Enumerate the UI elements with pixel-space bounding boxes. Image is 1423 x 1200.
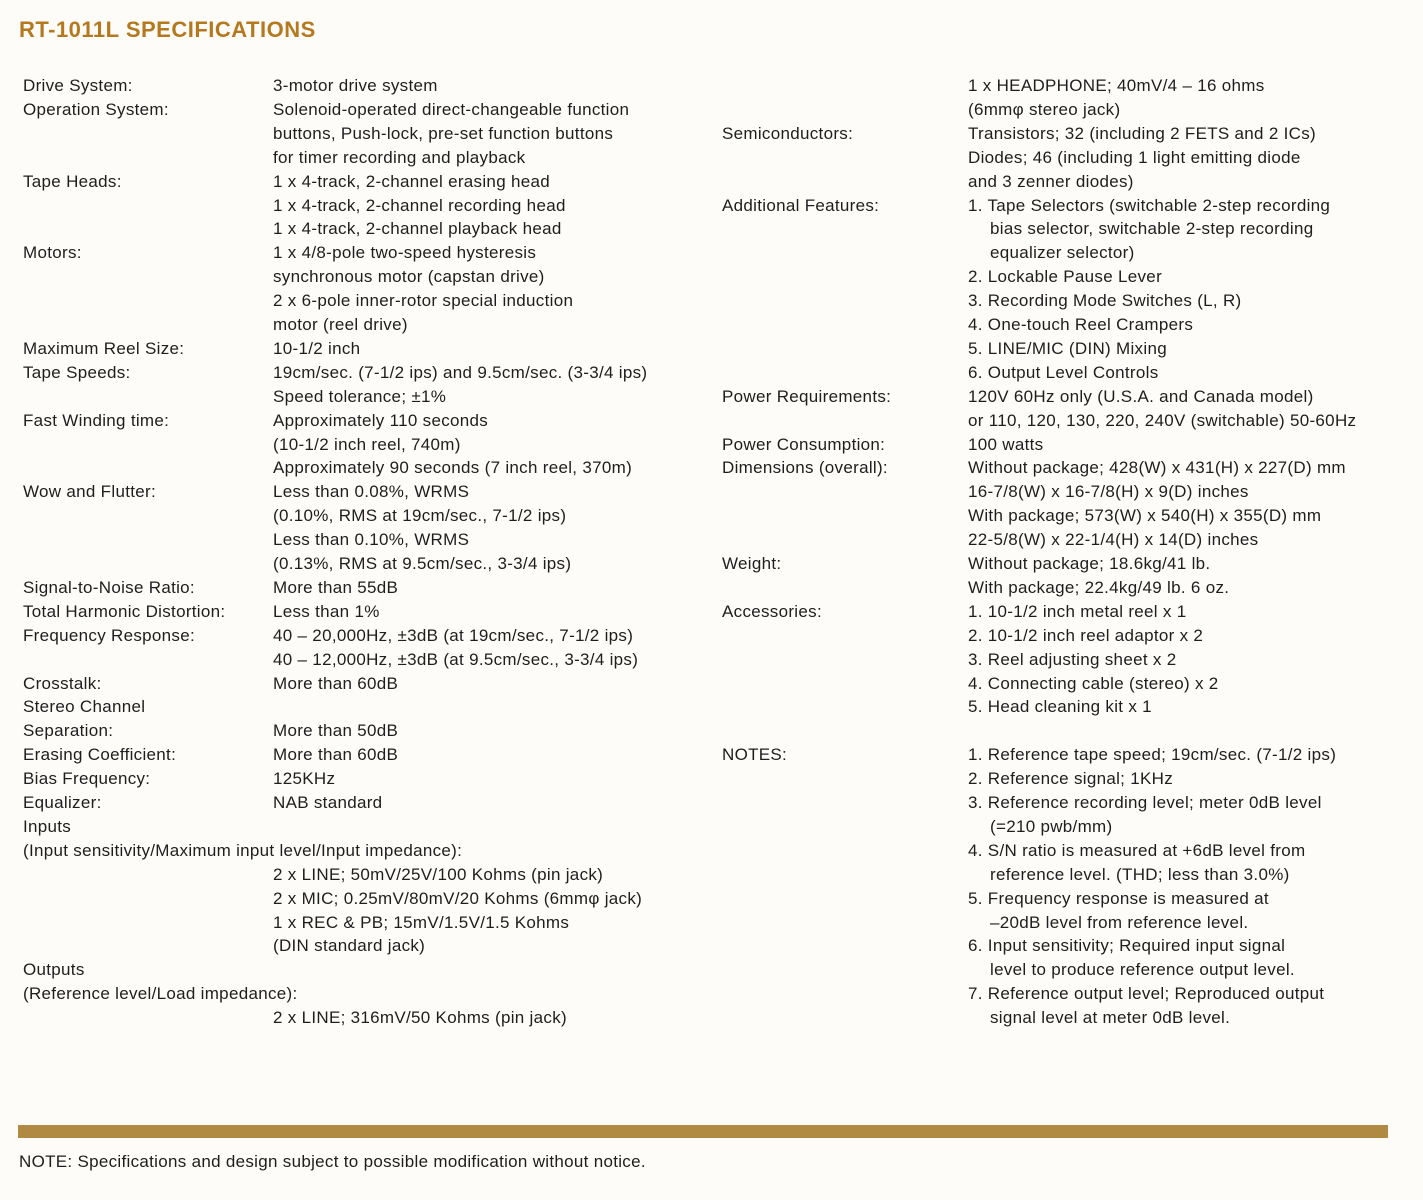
spec-value: Approximately 90 seconds (7 inch reel, 370m) xyxy=(273,458,633,478)
spec-value: Diodes; 46 (including 1 light emitting diode xyxy=(968,147,1301,167)
spec-value: 6. Output Level Controls xyxy=(968,362,1159,382)
spec-value: 2 x MIC; 0.25mV/80mV/20 Kohms (6mmφ jack) xyxy=(273,888,643,908)
spec-value: equalizer selector) xyxy=(990,243,1135,263)
spec-value: 3. Reference recording level; meter 0dB level xyxy=(968,793,1322,812)
spec-value: NAB standard xyxy=(273,793,383,812)
spec-label: Stereo Channel xyxy=(23,697,146,717)
spec-value: With package; 22.4kg/49 lb. 6 oz. xyxy=(968,577,1230,597)
spec-label: Frequency Response: xyxy=(23,625,196,645)
spec-value: 120V 60Hz only (U.S.A. and Canada model) xyxy=(968,386,1314,406)
spec-label: Tape Heads: xyxy=(23,171,122,191)
spec-value: 22-5/8(W) x 22-1/4(H) x 14(D) inches xyxy=(968,530,1259,550)
spec-value: (=210 pwb/mm) xyxy=(990,816,1113,836)
spec-value: 1. 10-1/2 inch metal reel x 1 xyxy=(968,601,1187,621)
spec-label: Operation System: xyxy=(23,99,169,119)
spec-value: 4. S/N ratio is measured at +6dB level from xyxy=(968,840,1306,860)
spec-value: 2 x 6-pole inner-rotor special induction xyxy=(273,291,574,311)
spec-value: 40 – 12,000Hz, ±3dB (at 9.5cm/sec., 3-3/4 ips) xyxy=(273,649,639,669)
spec-value: More than 60dB xyxy=(273,673,399,693)
spec-value: 7. Reference output level; Reproduced output xyxy=(968,984,1325,1004)
spec-label: Signal-to-Noise Ratio: xyxy=(23,577,195,597)
footer-note: NOTE: Specifications and design subject to possible modification without notice. xyxy=(19,1152,646,1171)
spec-value: 2. Lockable Pause Lever xyxy=(968,267,1163,287)
spec-value: More than 55dB xyxy=(273,577,399,597)
spec-label: Inputs xyxy=(23,816,72,836)
spec-label: Weight: xyxy=(722,554,782,573)
spec-label: Equalizer: xyxy=(23,793,102,812)
spec-value: 100 watts xyxy=(968,434,1044,454)
spec-label: Additional Features: xyxy=(722,195,880,215)
page-title: RT-1011L SPECIFICATIONS xyxy=(19,17,316,42)
spec-value: 125KHz xyxy=(273,769,336,789)
spec-value: 5. Head cleaning kit x 1 xyxy=(968,697,1152,717)
spec-value: 2. 10-1/2 inch reel adaptor x 2 xyxy=(968,625,1204,645)
spec-value: Less than 0.10%, WRMS xyxy=(273,530,470,550)
spec-label: Outputs xyxy=(23,960,85,980)
spec-value: and 3 zenner diodes) xyxy=(968,171,1134,191)
spec-value: 5. Frequency response is measured at xyxy=(968,888,1269,908)
spec-value: With package; 573(W) x 540(H) x 355(D) mm xyxy=(968,506,1322,526)
spec-value: Without package; 428(W) x 431(H) x 227(D) mm xyxy=(968,458,1346,478)
spec-value: 5. LINE/MIC (DIN) Mixing xyxy=(968,338,1167,358)
spec-value: (6mmφ stereo jack) xyxy=(968,99,1121,119)
spec-label: Motors: xyxy=(23,243,82,263)
spec-value: level to produce reference output level. xyxy=(990,960,1295,980)
spec-value: (0.10%, RMS at 19cm/sec., 7-1/2 ips) xyxy=(273,506,567,526)
spec-value: 1. Tape Selectors (switchable 2-step recording xyxy=(968,195,1331,215)
spec-value: signal level at meter 0dB level. xyxy=(990,1008,1231,1028)
spec-value: 1 x HEADPHONE; 40mV/4 – 16 ohms xyxy=(968,76,1265,95)
spec-value: 6. Input sensitivity; Required input signal xyxy=(968,936,1286,956)
spec-value: (DIN standard jack) xyxy=(273,936,426,956)
spec-value: 10-1/2 inch xyxy=(273,338,361,358)
spec-value: –20dB level from reference level. xyxy=(990,912,1249,932)
spec-value: Solenoid-operated direct-changeable function xyxy=(273,99,630,119)
spec-label: Crosstalk: xyxy=(23,673,102,693)
spec-value: 40 – 20,000Hz, ±3dB (at 19cm/sec., 7-1/2 ips) xyxy=(273,625,634,645)
spec-label: Fast Winding time: xyxy=(23,410,170,430)
spec-label: Maximum Reel Size: xyxy=(23,338,185,358)
spec-label: Erasing Coefficient: xyxy=(23,745,177,765)
spec-label: Semiconductors: xyxy=(722,123,854,143)
spec-value: 1 x 4-track, 2-channel playback head xyxy=(273,219,562,239)
spec-value: 1 x 4-track, 2-channel erasing head xyxy=(273,171,550,191)
spec-value: Less than 0.08%, WRMS xyxy=(273,482,470,502)
spec-value: More than 60dB xyxy=(273,745,399,765)
spec-value: reference level. (THD; less than 3.0%) xyxy=(990,864,1290,884)
spec-value: 1 x 4-track, 2-channel recording head xyxy=(273,195,566,215)
spec-value: 4. One-touch Reel Crampers xyxy=(968,315,1194,334)
spec-value: 16-7/8(W) x 16-7/8(H) x 9(D) inches xyxy=(968,482,1249,502)
spec-value: Speed tolerance; ±1% xyxy=(273,386,447,406)
spec-value: 1. Reference tape speed; 19cm/sec. (7-1/2 ips) xyxy=(968,745,1337,765)
spec-label: (Input sensitivity/Maximum input level/Input impedance): xyxy=(23,840,463,860)
spec-value: 1 x 4/8-pole two-speed hysteresis xyxy=(273,243,537,263)
spec-value: 2 x LINE; 316mV/50 Kohms (pin jack) xyxy=(273,1008,567,1028)
spec-label: Dimensions (overall): xyxy=(722,458,888,478)
spec-value: 2. Reference signal; 1KHz xyxy=(968,769,1173,789)
spec-value: or 110, 120, 130, 220, 240V (switchable) 50-60Hz xyxy=(968,410,1357,430)
spec-value: Approximately 110 seconds xyxy=(273,410,489,430)
spec-value: 3. Reel adjusting sheet x 2 xyxy=(968,649,1177,669)
spec-value: (10-1/2 inch reel, 740m) xyxy=(273,434,461,454)
spec-label: Drive System: xyxy=(23,76,133,95)
spec-label: Accessories: xyxy=(722,601,822,621)
spec-value: buttons, Push-lock, pre-set function buttons xyxy=(273,123,614,143)
spec-value: More than 50dB xyxy=(273,721,399,741)
spec-label: NOTES: xyxy=(722,745,788,765)
spec-label: Power Requirements: xyxy=(722,386,892,406)
spec-value: 2 x LINE; 50mV/25V/100 Kohms (pin jack) xyxy=(273,864,604,884)
spec-label: Power Consumption: xyxy=(722,434,886,454)
spec-label: Wow and Flutter: xyxy=(23,482,156,502)
spec-value: (0.13%, RMS at 9.5cm/sec., 3-3/4 ips) xyxy=(273,554,572,573)
spec-value: 4. Connecting cable (stereo) x 2 xyxy=(968,673,1219,693)
spec-value: 3. Recording Mode Switches (L, R) xyxy=(968,291,1242,311)
spec-value: 19cm/sec. (7-1/2 ips) and 9.5cm/sec. (3-3/4 ips) xyxy=(273,362,648,382)
spec-value: Transistors; 32 (including 2 FETS and 2 ICs) xyxy=(968,123,1316,143)
spec-value: bias selector, switchable 2-step recording xyxy=(990,219,1314,239)
spec-value: synchronous motor (capstan drive) xyxy=(273,267,545,287)
spec-value: motor (reel drive) xyxy=(273,315,408,334)
spec-value: Less than 1% xyxy=(273,601,380,621)
spec-value: for timer recording and playback xyxy=(273,147,526,167)
spec-label: (Reference level/Load impedance): xyxy=(23,984,298,1004)
spec-value: 3-motor drive system xyxy=(273,76,438,95)
spec-value: Without package; 18.6kg/41 lb. xyxy=(968,554,1211,573)
spec-label: Bias Frequency: xyxy=(23,769,151,789)
footer-divider xyxy=(18,1125,1388,1138)
spec-label: Tape Speeds: xyxy=(23,362,131,382)
spec-label: Total Harmonic Distortion: xyxy=(23,601,226,621)
spec-value: 1 x REC & PB; 15mV/1.5V/1.5 Kohms xyxy=(273,912,570,932)
spec-label: Separation: xyxy=(23,721,114,741)
